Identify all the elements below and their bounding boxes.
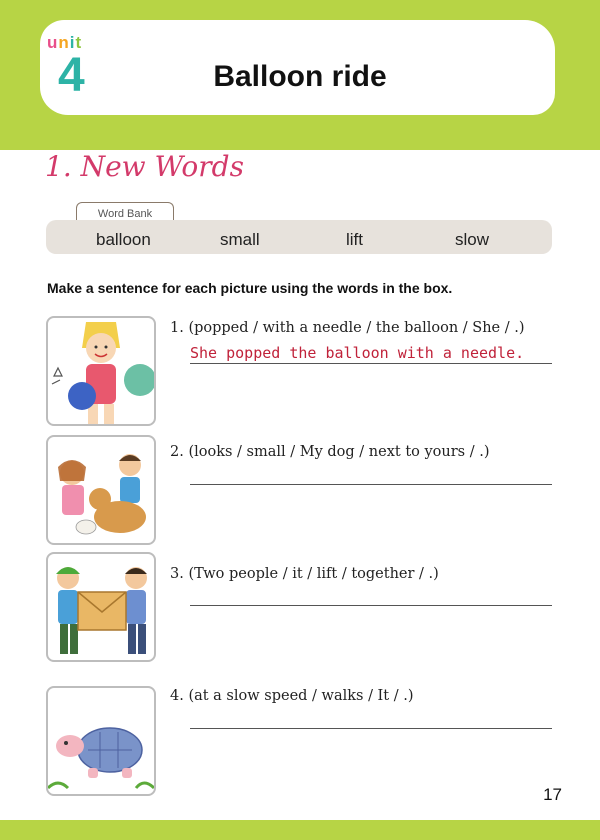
answer-line-4[interactable] [190,728,552,729]
answer-line-3[interactable] [190,605,552,606]
unit-number: 4 [58,49,85,102]
answer-line-2[interactable] [190,484,552,485]
picture-girl-balloon [46,316,156,426]
question-4: 4. (at a slow speed / walks / It / .) [170,688,414,704]
word-bank-label: Word Bank [76,202,174,225]
picture-kids-dogs [46,435,156,545]
picture-boys-box [46,552,156,662]
unit-letter: t [75,33,83,52]
unit-letter: i [69,33,76,52]
unit-letter: u [47,33,59,52]
answer-1: She popped the balloon with a needle. [190,344,525,362]
footer-band [0,820,600,840]
question-2: 2. (looks / small / My dog / next to yours / .) [170,444,490,460]
word-bank-word: slow [455,230,490,249]
question-3: 3. (Two people / it / lift / together / .) [170,566,439,582]
page-title: Balloon ride [213,60,387,93]
word-bank-word: balloon [96,230,151,249]
answer-line-1[interactable] [190,363,552,364]
question-1: 1. (popped / with a needle / the balloon / She / .) [170,320,525,336]
picture-turtle [46,686,156,796]
instruction-text: Make a sentence for each picture using the words in the box. [47,280,453,296]
unit-letter: n [58,33,70,52]
word-bank-word: small [220,230,260,249]
word-bank-word: lift [346,230,363,249]
page-number: 17 [543,785,562,804]
section-title: 1. New Words [45,150,244,183]
